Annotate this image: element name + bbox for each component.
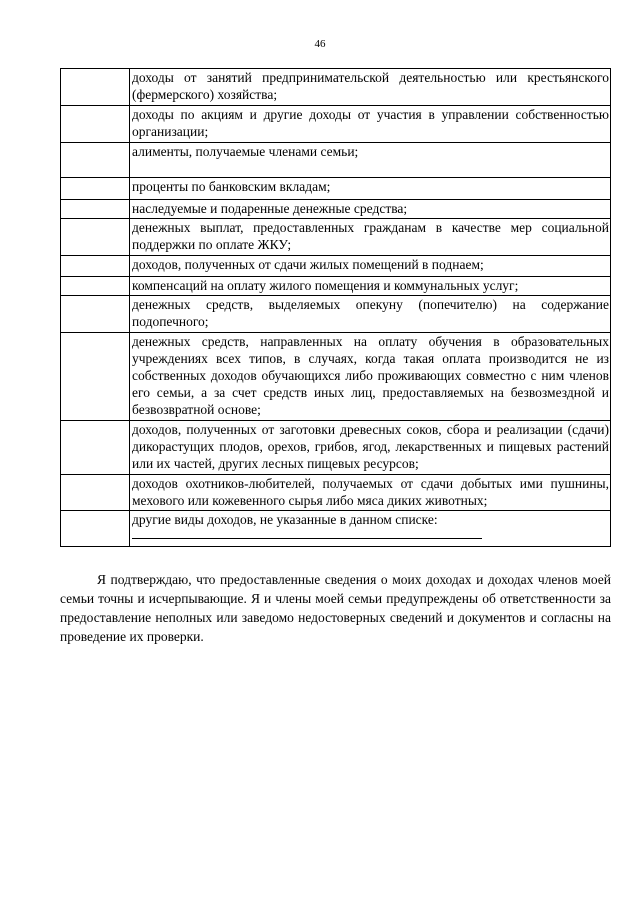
income-type: денежных средств, выделяемых опекуну (попечителю) на содержание подопечного; <box>130 296 611 333</box>
table-row <box>61 296 611 333</box>
income-type: доходов, полученных от заготовки древесных соков, сбора и реализации (сдачи) дикорастущих плодов, орехов, грибов, ягод, лекарственных и пищевых растений или их частей, других лесных пищевых ресурсов; <box>130 421 611 475</box>
amount-cell[interactable] <box>61 106 130 143</box>
amount-cell[interactable] <box>61 219 130 256</box>
amount-cell[interactable] <box>61 69 130 106</box>
income-type: алименты, получаемые членами семьи; <box>130 143 611 178</box>
amount-cell[interactable] <box>61 296 130 333</box>
income-type: другие виды доходов, не указанные в данном списке: <box>132 512 438 527</box>
table-row <box>61 219 611 256</box>
table-row <box>61 178 611 200</box>
amount-cell[interactable] <box>61 200 130 219</box>
table-row <box>61 475 611 511</box>
amount-cell[interactable] <box>61 178 130 200</box>
income-type: доходов охотников-любителей, получаемых от сдачи добытых ими пушнины, мехового или кожевенного сырья либо мяса диких животных; <box>130 475 611 511</box>
income-table <box>60 68 611 547</box>
table-row <box>61 511 611 547</box>
table-row <box>61 69 611 106</box>
income-type: доходы по акциям и другие доходы от участия в управлении собственностью организации; <box>130 106 611 143</box>
page-number: 46 <box>314 38 326 50</box>
confirmation-statement: Я подтверждаю, что предоставленные сведения о моих доходах и доходах членов моей семьи точны и исчерпывающие. Я и члены моей семьи предупреждены об ответственности за предоставление неполных или заведомо недостоверных сведений и документов и согласны на проведение их проверки. <box>60 572 611 644</box>
amount-cell[interactable] <box>61 256 130 277</box>
amount-cell[interactable] <box>61 333 130 421</box>
amount-cell[interactable] <box>61 475 130 511</box>
income-type: проценты по банковским вкладам; <box>130 178 611 200</box>
table-row <box>61 106 611 143</box>
income-type: компенсаций на оплату жилого помещения и коммунальных услуг; <box>130 277 611 296</box>
amount-cell[interactable] <box>61 421 130 475</box>
income-type: доходов, полученных от сдачи жилых помещений в поднаем; <box>130 256 611 277</box>
amount-cell[interactable] <box>61 277 130 296</box>
table-row <box>61 143 611 178</box>
table-row <box>61 277 611 296</box>
amount-cell[interactable] <box>61 143 130 178</box>
other-income-cell <box>130 511 611 547</box>
table-row <box>61 200 611 219</box>
table-row <box>61 333 611 421</box>
income-type: доходы от занятий предпринимательской деятельностью или крестьянского (фермерского) хозяйства; <box>130 69 611 106</box>
income-type: наследуемые и подаренные денежные средства; <box>130 200 611 219</box>
fill-in-line[interactable] <box>132 528 482 539</box>
table-row <box>61 421 611 475</box>
income-type: денежных выплат, предоставленных гражданам в качестве мер социальной поддержки по оплате ЖКУ; <box>130 219 611 256</box>
income-type: денежных средств, направленных на оплату обучения в образовательных учреждениях всех типов, в случаях, когда такая оплата производится не из собственных доходов обучающихся либо проживающих совместно с ним членов его семьи, а за счет средств иных лиц, предоставляемых на безвозмездной и безвозвратной основе; <box>130 333 611 421</box>
table-row <box>61 256 611 277</box>
amount-cell[interactable] <box>61 511 130 547</box>
